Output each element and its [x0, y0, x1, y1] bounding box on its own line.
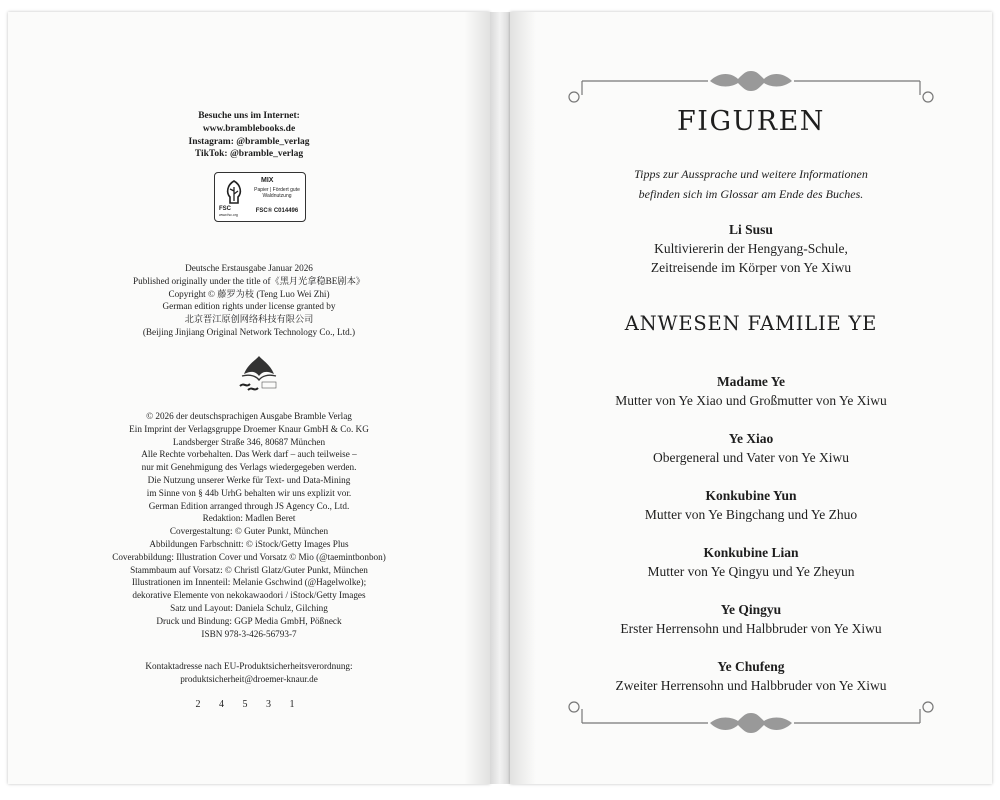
credit-line: Ein Imprint der Verlagsgruppe Droemer Knaur GmbH & Co. KG [129, 423, 369, 434]
tiktok-handle[interactable]: TikTok: @bramble_verlag [194, 149, 304, 160]
fsc-certification-label [214, 172, 306, 222]
print-run-numbers: 2 4 5 3 1 [195, 699, 303, 710]
edition-line: 北京晋江原创网络科技有限公司 [184, 314, 314, 325]
character-name: Konkubine Lian [703, 545, 799, 560]
fsc-tree-icon [221, 179, 247, 205]
character-description: Kultiviererin der Hengyang-Schule, [654, 241, 848, 256]
edition-line: Copyright © 藤罗为枝 (Teng Luo Wei Zhi) [168, 288, 330, 299]
credit-line: Stammbaum auf Vorsatz: © Christl Glatz/Guter Punkt, München [130, 564, 368, 575]
character-entry-protagonist [510, 220, 992, 277]
web-links-block [8, 110, 490, 161]
character-entry [510, 543, 992, 581]
character-entry [510, 429, 992, 467]
credit-line: nur mit Genehmigung des Verlags wiedergegeben werden. [141, 462, 357, 473]
web-heading: Besuche uns im Internet: [198, 111, 300, 121]
intro-note [510, 164, 992, 204]
credit-line: © 2026 der deutschsprachigen Ausgabe Bramble Verlag [146, 411, 352, 421]
book-spine [490, 12, 510, 784]
character-description: Erster Herrensohn und Halbbruder von Ye Xiwu [620, 621, 882, 636]
credit-line: Redaktion: Madlen Beret [202, 513, 296, 524]
isbn: ISBN 978-3-426-56793-7 [201, 628, 297, 639]
character-name: Ye Qingyu [720, 602, 782, 617]
character-entry [510, 600, 992, 638]
credits-block [8, 410, 490, 640]
character-entry [510, 657, 992, 695]
publisher-logo-icon [236, 352, 282, 394]
website-link[interactable]: www.bramblebooks.de [202, 123, 296, 134]
fsc-paper-text: Papier | Fördert gute Waldnutzung [254, 187, 300, 199]
character-name: Madame Ye [716, 374, 786, 389]
character-entry [510, 486, 992, 524]
instagram-handle[interactable]: Instagram: @bramble_verlag [188, 136, 310, 147]
fsc-url-text: www.fsc.org [219, 213, 238, 217]
credit-line: Covergestaltung: © Guter Punkt, München [169, 526, 329, 537]
ornament-divider-icon [560, 697, 942, 737]
character-name: Ye Xiao [728, 431, 774, 446]
fsc-label-text: FSC [219, 206, 231, 212]
edition-block [8, 262, 490, 339]
character-entry [510, 372, 992, 410]
ornament-divider-icon [560, 67, 942, 107]
edition-line: Deutsche Erstausgabe Januar 2026 [185, 263, 313, 273]
credit-line: German Edition arranged through JS Agency Co., Ltd. [148, 500, 350, 511]
credit-line: Alle Rechte vorbehalten. Das Werk darf – auch teilweise – [141, 449, 357, 460]
intro-line: befinden sich im Glossar am Ende des Buches. [638, 187, 864, 201]
page-title: FIGUREN [677, 106, 825, 137]
credit-line: Abbildungen Farbschnitt: © iStock/Getty Images Plus [149, 538, 349, 549]
character-name: Li Susu [729, 222, 773, 237]
credit-line: dekorative Elemente von nekokawaodori / iStock/Getty Images [132, 590, 366, 601]
character-description: Mutter von Ye Bingchang und Ye Zhuo [644, 507, 858, 522]
credit-line: Die Nutzung unserer Werke für Text- und Data-Mining [147, 474, 351, 485]
contact-email[interactable]: produktsicherheit@droemer-knaur.de [180, 673, 318, 684]
character-description: Zweiter Herrensohn und Halbbruder von Ye Xiwu [615, 678, 887, 693]
credit-line: im Sinne von § 44b UrhG behalten wir uns explizit vor. [146, 487, 352, 498]
credit-line: Coverabbildung: Illustration Cover und Vorsatz © Mio (@taemintbonbon) [112, 551, 386, 562]
fsc-mix-text: MIX [261, 177, 274, 184]
character-name: Ye Chufeng [717, 659, 785, 674]
character-description: Mutter von Ye Xiao und Großmutter von Ye Xiwu [615, 393, 887, 408]
contact-heading: Kontaktadresse nach EU-Produktsicherheitsverordnung: [145, 661, 353, 671]
credit-line: Satz und Layout: Daniela Schulz, Gilching [170, 602, 328, 613]
edition-line: German edition rights under license granted by [162, 301, 336, 312]
intro-line: Tipps zur Aussprache und weitere Informationen [634, 167, 868, 181]
character-name: Konkubine Yun [705, 488, 797, 503]
contact-block [8, 660, 490, 686]
credit-line: Landsberger Straße 346, 80687 München [172, 436, 326, 447]
left-page-imprint [8, 12, 490, 784]
character-description: Obergeneral und Vater von Ye Xiwu [653, 450, 849, 465]
section-title: ANWESEN FAMILIE YE [624, 312, 878, 335]
edition-line: Published originally under the title of《黑月光拿稳BE剧本》 [133, 275, 365, 286]
right-page-characters [510, 12, 992, 784]
fsc-code-text: FSC® C014496 [255, 208, 299, 214]
credit-line: Druck und Bindung: GGP Media GmbH, Pößneck [156, 615, 342, 626]
character-description: Mutter von Ye Qingyu und Ye Zheyun [647, 564, 855, 579]
character-description: Zeitreisende im Körper von Ye Xiwu [650, 260, 852, 275]
edition-line: (Beijing Jinjiang Original Network Technology Co., Ltd.) [142, 326, 356, 337]
credit-line: Illustrationen im Innenteil: Melanie Gschwind (@Hagelwolke); [131, 577, 367, 588]
